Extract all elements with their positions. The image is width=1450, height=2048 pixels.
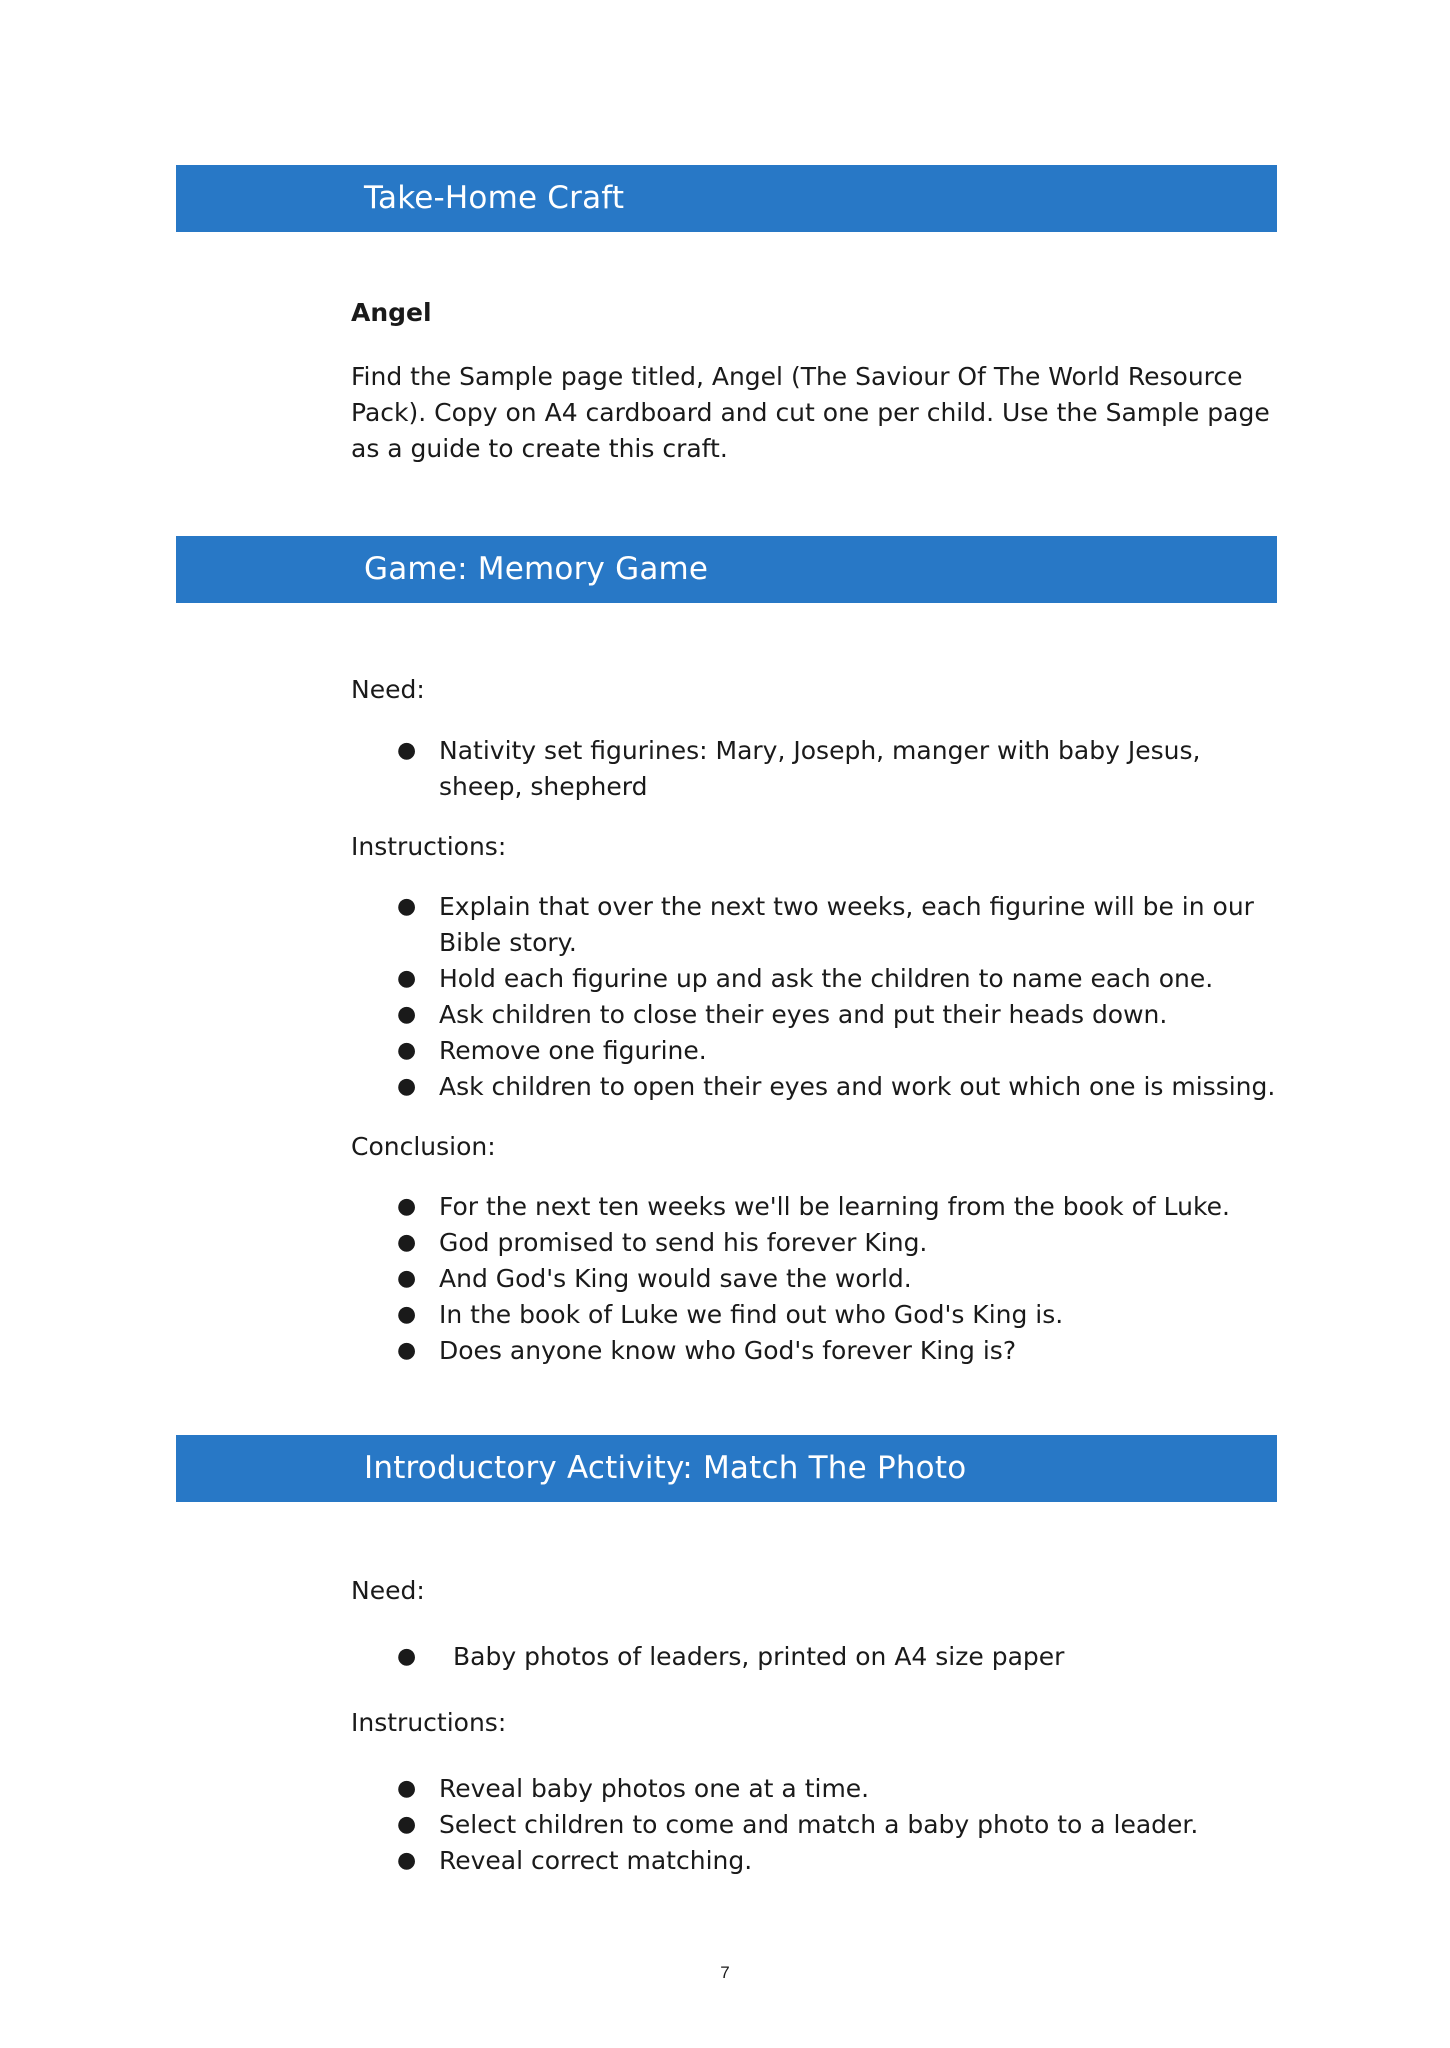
bullet-icon: ● [397, 1848, 417, 1873]
game-instructions-label: Instructions: [351, 832, 507, 861]
intro-instructions-list [351, 1771, 1281, 1879]
list-item-text: Explain that over the next two weeks, each figurine will be in our Bible story. [439, 892, 1254, 957]
list-item-text: And God's King would save the world. [439, 1264, 912, 1293]
bullet-icon: ● [397, 894, 417, 919]
list-item [351, 1069, 1281, 1105]
intro-need-list [351, 1639, 1281, 1675]
game-conclusion-label: Conclusion: [351, 1132, 496, 1161]
list-item [351, 1225, 1281, 1261]
section-heading-game-text: Game: Memory Game [364, 551, 709, 587]
list-item [351, 997, 1281, 1033]
bullet-icon: ● [397, 1194, 417, 1219]
bullet-icon: ● [397, 1230, 417, 1255]
list-item-text: For the next ten weeks we'll be learning from the book of Luke. [439, 1192, 1230, 1221]
bullet-icon: ● [397, 1038, 417, 1063]
list-item-text: Reveal correct matching. [439, 1846, 753, 1875]
game-conclusion-list [351, 1189, 1281, 1369]
bullet-icon: ● [397, 1812, 417, 1837]
list-item-text: Select children to come and match a baby photo to a leader. [439, 1810, 1199, 1839]
list-item [351, 889, 1281, 961]
intro-instructions-label: Instructions: [351, 1708, 507, 1737]
bullet-icon: ● [397, 1074, 417, 1099]
list-item-text: Reveal baby photos one at a time. [439, 1774, 870, 1803]
bullet-icon: ● [397, 738, 417, 763]
game-need-label: Need: [351, 675, 425, 704]
bullet-icon: ● [397, 1776, 417, 1801]
list-item [351, 1189, 1281, 1225]
bullet-icon: ● [397, 1302, 417, 1327]
list-item-text: God promised to send his forever King. [439, 1228, 928, 1257]
game-content [351, 672, 1281, 1369]
game-need-list [351, 733, 1281, 805]
intro-content [351, 1573, 1281, 1879]
list-item [351, 1261, 1281, 1297]
game-instructions-list [351, 889, 1281, 1105]
list-item [351, 1771, 1281, 1807]
list-item-text: Baby photos of leaders, printed on A4 size paper [453, 1642, 1065, 1671]
list-item [351, 1297, 1281, 1333]
bullet-icon: ● [397, 1266, 417, 1291]
list-item-text: Remove one figurine. [439, 1036, 707, 1065]
intro-need-label: Need: [351, 1576, 425, 1605]
section-heading-craft [176, 165, 1277, 232]
list-item-text: Hold each figurine up and ask the children to name each one. [439, 964, 1214, 993]
craft-paragraph: Find the Sample page titled, Angel (The Saviour Of The World Resource Pack). Copy on A4 cardboard and cut one per child. Use the Sample page as a guide to create this craft. [351, 362, 1270, 463]
page-number: 7 [720, 1963, 730, 1982]
list-item [351, 1333, 1281, 1369]
section-heading-craft-text: Take-Home Craft [364, 180, 625, 216]
list-item-text: In the book of Luke we find out who God's King is. [439, 1300, 1064, 1329]
list-item [351, 961, 1281, 997]
bullet-icon: ● [397, 966, 417, 991]
list-item [351, 733, 1281, 805]
section-heading-game [176, 536, 1277, 603]
section-heading-intro [176, 1435, 1277, 1502]
list-item-text: Ask children to close their eyes and put their heads down. [439, 1000, 1168, 1029]
list-item-text: Nativity set figurines: Mary, Joseph, manger with baby Jesus, sheep, shepherd [439, 736, 1201, 801]
craft-item-title: Angel [351, 298, 432, 327]
craft-content [351, 295, 1281, 467]
list-item-text: Does anyone know who God's forever King is? [439, 1336, 1017, 1365]
list-item [351, 1639, 1281, 1675]
section-heading-intro-text: Introductory Activity: Match The Photo [364, 1450, 967, 1486]
bullet-icon: ● [397, 1338, 417, 1363]
list-item [351, 1807, 1281, 1843]
list-item-text: Ask children to open their eyes and work out which one is missing. [439, 1072, 1276, 1101]
bullet-icon: ● [397, 1002, 417, 1027]
bullet-icon: ● [397, 1644, 417, 1669]
list-item [351, 1843, 1281, 1879]
list-item [351, 1033, 1281, 1069]
